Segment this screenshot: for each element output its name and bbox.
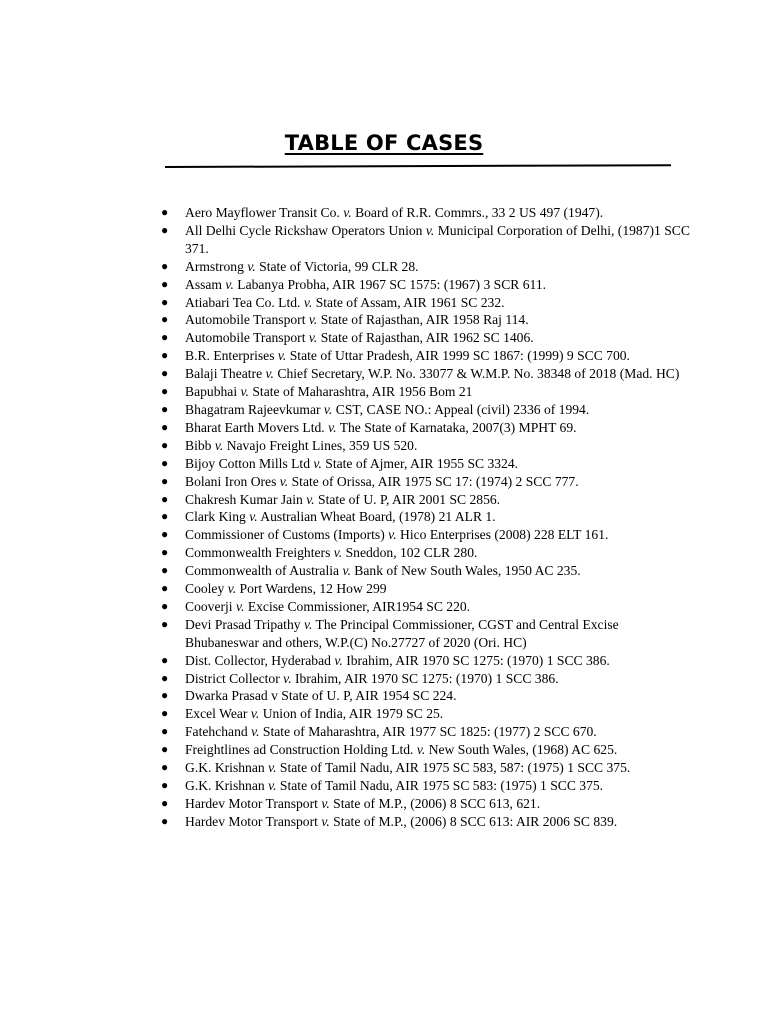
versus-mark: v. [328, 419, 337, 435]
case-party-b-citation: Union of India, AIR 1979 SC 25. [262, 706, 444, 722]
case-party-b-citation: State of Rajasthan, AIR 1962 SC 1406. [320, 330, 534, 346]
title-rule [165, 164, 671, 168]
case-entry [160, 365, 690, 383]
case-party-b-citation: Port Wardens, 12 How 299 [239, 581, 387, 597]
case-party-a: Excel Wear [185, 706, 248, 722]
page-title: TABLE OF CASES [284, 131, 484, 155]
bullet-icon: ● [161, 205, 169, 219]
versus-mark: v. [334, 652, 343, 668]
case-entry [160, 347, 690, 365]
case-party-a: Chakresh Kumar Jain [185, 491, 303, 507]
bullet-icon: ● [161, 222, 169, 237]
bullet-icon: ● [161, 509, 169, 524]
case-party-a: Armstrong [185, 258, 244, 274]
case-entry [160, 383, 690, 401]
case-party-b-citation: Board of R.R. Commrs., 33 2 US 497 (1947). [355, 205, 604, 220]
bullet-icon: ● [161, 598, 169, 613]
case-entry [160, 276, 690, 294]
bullet-icon: ● [161, 688, 169, 703]
bullet-icon: ● [161, 670, 169, 685]
bullet-icon: ● [161, 581, 169, 596]
case-continuation: Bhubaneswar and others, W.P.(C) No.27727 of 2020 (Ori. HC) [185, 634, 527, 650]
bullet-icon: ● [161, 724, 169, 739]
case-party-b-citation: The Principal Commissioner, CGST and Central Excise [315, 616, 619, 632]
versus-mark: v. [306, 491, 315, 507]
versus-mark: v. [227, 581, 237, 597]
case-party-b-citation: State of Victoria, 99 CLR 28. [259, 258, 419, 274]
case-party-a: Commissioner of Customs (Imports) [185, 527, 385, 543]
case-entry [160, 419, 690, 437]
bullet-icon: ● [161, 330, 169, 345]
versus-mark: v. [321, 795, 330, 811]
case-entry [160, 311, 690, 329]
case-party-a: Clark King [185, 509, 246, 525]
case-party-b-citation: State of M.P., (2006) 8 SCC 613, 621. [333, 795, 541, 811]
case-party-a: B.R. Enterprises [185, 348, 275, 364]
versus-mark: v. [250, 706, 260, 722]
case-entry [160, 401, 690, 419]
case-entry [160, 526, 690, 544]
case-entry [160, 759, 690, 777]
bullet-icon: ● [161, 795, 169, 810]
versus-mark: v. [247, 258, 256, 274]
versus-mark: v. [388, 527, 397, 543]
case-entry [160, 258, 690, 276]
case-party-b-citation: State of Tamil Nadu, AIR 1975 SC 583: (1975) 1 SCC 375. [279, 778, 604, 793]
versus-mark: v. [214, 437, 224, 453]
case-party-b-citation: Bank of New South Wales, 1950 AC 235. [354, 563, 581, 579]
case-party-a: G.K. Krishnan [185, 778, 265, 793]
bullet-icon: ● [161, 491, 169, 506]
case-party-a: Fatehchand [185, 724, 248, 740]
bullet-icon: ● [161, 419, 169, 434]
versus-mark: v. [343, 205, 352, 220]
versus-mark: v. [313, 455, 322, 471]
versus-mark: v. [308, 330, 318, 346]
case-party-b-citation: Labanya Probha, AIR 1967 SC 1575: (1967) 3 SCR 611. [237, 276, 547, 292]
bullet-icon: ● [161, 455, 169, 470]
case-party-b-citation: State of Orissa, AIR 1975 SC 17: (1974) 2 SCC 777. [291, 473, 579, 489]
versus-mark: v. [333, 545, 343, 561]
versus-mark: v. [279, 473, 289, 489]
case-party-a: All Delhi Cycle Rickshaw Operators Union [185, 222, 423, 238]
case-party-a: Bijoy Cotton Mills Ltd [185, 455, 311, 471]
versus-mark: v. [425, 222, 435, 238]
case-party-b-citation: CST, CASE NO.: Appeal (civil) 2336 of 1994. [335, 401, 590, 417]
versus-mark: v. [235, 598, 245, 614]
case-party-a: Bharat Earth Movers Ltd. [185, 419, 325, 435]
bullet-icon: ● [161, 652, 169, 667]
versus-mark: v. [268, 760, 277, 776]
case-party-b-citation: State of Rajasthan, AIR 1958 Raj 114. [320, 312, 529, 328]
versus-mark: v. [283, 670, 292, 686]
bullet-icon: ● [161, 312, 169, 327]
case-entry [160, 723, 690, 741]
case-party-b-citation: Navajo Freight Lines, 359 US 520. [226, 437, 418, 453]
case-party-a: Dist. Collector, Hyderabad [185, 652, 331, 668]
bullet-icon: ● [161, 778, 169, 792]
case-party-b-citation: State of Maharashtra, AIR 1956 Bom 21 [252, 384, 473, 400]
versus-mark: v. [416, 742, 426, 758]
bullet-icon: ● [161, 813, 169, 828]
case-party-a: District Collector [185, 670, 280, 686]
case-party-a: Assam [185, 276, 223, 292]
case-party-a: Bhagatram Rajeevkumar [185, 401, 321, 417]
case-party-b-citation: State of M.P., (2006) 8 SCC 613: AIR 2006 SC 839. [333, 813, 618, 829]
case-party-b-citation: Australian Wheat Board, (1978) 21 ALR 1. [260, 509, 496, 525]
case-entry [160, 670, 690, 688]
case-party-b-citation: State of Maharashtra, AIR 1977 SC 1825: (1977) 2 SCC 670. [262, 724, 597, 740]
bullet-icon: ● [161, 366, 169, 381]
case-party-a: Hardev Motor Transport [185, 795, 318, 811]
bullet-icon: ● [161, 401, 169, 416]
case-party-b-citation: New South Wales, (1968) AC 625. [428, 742, 618, 758]
case-party-b-citation: Sneddon, 102 CLR 280. [345, 545, 478, 561]
versus-mark: v. [303, 616, 313, 632]
case-party-a: Commonwealth of Australia [185, 563, 340, 579]
bullet-icon: ● [161, 760, 169, 775]
bullet-icon: ● [161, 384, 169, 399]
versus-mark: v. [265, 366, 274, 382]
case-party-a: Automobile Transport [185, 312, 306, 328]
case-entry [160, 652, 690, 670]
bullet-icon: ● [161, 437, 169, 452]
versus-mark: v. [303, 294, 313, 310]
bullet-icon: ● [161, 545, 169, 560]
case-party-b-citation: Ibrahim, AIR 1970 SC 1275: (1970) 1 SCC 386. [295, 670, 559, 686]
versus-mark: v. [277, 348, 287, 364]
case-party-a: Hardev Motor Transport [185, 813, 318, 829]
case-party-a: Balaji Theatre [185, 366, 263, 382]
case-party-a: Cooley [185, 581, 225, 597]
bullet-icon: ● [161, 742, 169, 757]
case-entry [160, 616, 690, 652]
bullet-icon: ● [161, 276, 169, 291]
case-entry [160, 687, 690, 705]
bullet-icon: ● [161, 348, 169, 363]
case-entry [160, 508, 690, 526]
case-party-a: Atiabari Tea Co. Ltd. [185, 294, 301, 310]
case-entry [160, 544, 690, 562]
case-party-b-citation: State of Tamil Nadu, AIR 1975 SC 583, 587: (1975) 1 SCC 375. [279, 760, 631, 776]
case-entry [160, 795, 690, 813]
case-entry [160, 705, 690, 723]
case-entry [160, 491, 690, 509]
case-party-a: Bolani Iron Ores [185, 473, 277, 489]
case-entry [160, 562, 690, 580]
case-entry [160, 455, 690, 473]
case-party-a: Dwarka Prasad v State of U. P, AIR 1954 SC 224. [185, 688, 457, 704]
case-entry [160, 813, 690, 831]
case-party-b-citation: Excise Commissioner, AIR1954 SC 220. [247, 598, 471, 614]
bullet-icon: ● [161, 473, 169, 488]
bullet-icon: ● [161, 706, 169, 721]
bullet-icon: ● [161, 527, 169, 542]
case-party-a: Bibb [185, 437, 212, 453]
case-entry [160, 204, 690, 222]
bullet-icon: ● [161, 258, 169, 273]
case-entry [160, 437, 690, 455]
versus-mark: v. [268, 778, 277, 793]
case-entry [160, 580, 690, 598]
case-party-b-citation: Ibrahim, AIR 1970 SC 1275: (1970) 1 SCC 386. [346, 652, 610, 668]
versus-mark: v. [321, 813, 330, 829]
case-entry [160, 329, 690, 347]
case-list [160, 204, 690, 831]
case-party-a: Commonwealth Freighters [185, 545, 331, 561]
versus-mark: v. [308, 312, 318, 328]
case-party-a: Cooverji [185, 598, 233, 614]
case-party-b-citation: State of Assam, AIR 1961 SC 232. [315, 294, 505, 310]
case-party-b-citation: The State of Karnataka, 2007(3) MPHT 69. [339, 419, 577, 435]
versus-mark: v. [225, 276, 234, 292]
bullet-icon: ● [161, 563, 169, 578]
case-party-a: G.K. Krishnan [185, 760, 265, 776]
case-party-a: Freightlines ad Construction Holding Ltd. [185, 742, 414, 758]
case-entry [160, 777, 690, 795]
case-party-a: Automobile Transport [185, 330, 306, 346]
versus-mark: v. [251, 724, 260, 740]
bullet-icon: ● [161, 294, 169, 309]
case-party-a: Devi Prasad Tripathy [185, 616, 301, 632]
case-party-a: Bapubhai [185, 384, 238, 400]
case-entry [160, 294, 690, 312]
case-party-b-citation: Municipal Corporation of Delhi, (1987)1 SCC 371. [185, 222, 690, 256]
case-entry [160, 598, 690, 616]
case-party-b-citation: State of Uttar Pradesh, AIR 1999 SC 1867: (1999) 9 SCC 700. [289, 348, 630, 364]
case-entry [160, 473, 690, 491]
versus-mark: v. [240, 384, 249, 400]
case-party-b-citation: Chief Secretary, W.P. No. 33077 & W.M.P. No. 38348 of 2018 (Mad. HC) [277, 366, 680, 382]
case-party-a: Aero Mayflower Transit Co. [185, 205, 340, 220]
case-party-b-citation: Hico Enterprises (2008) 228 ELT 161. [400, 527, 609, 543]
versus-mark: v. [342, 563, 351, 579]
case-entry [160, 222, 690, 258]
versus-mark: v. [323, 401, 333, 417]
case-party-b-citation: State of U. P, AIR 2001 SC 2856. [318, 491, 501, 507]
bullet-icon: ● [161, 616, 169, 631]
case-entry [160, 741, 690, 759]
versus-mark: v. [249, 509, 258, 525]
case-party-b-citation: State of Ajmer, AIR 1955 SC 3324. [325, 455, 519, 471]
